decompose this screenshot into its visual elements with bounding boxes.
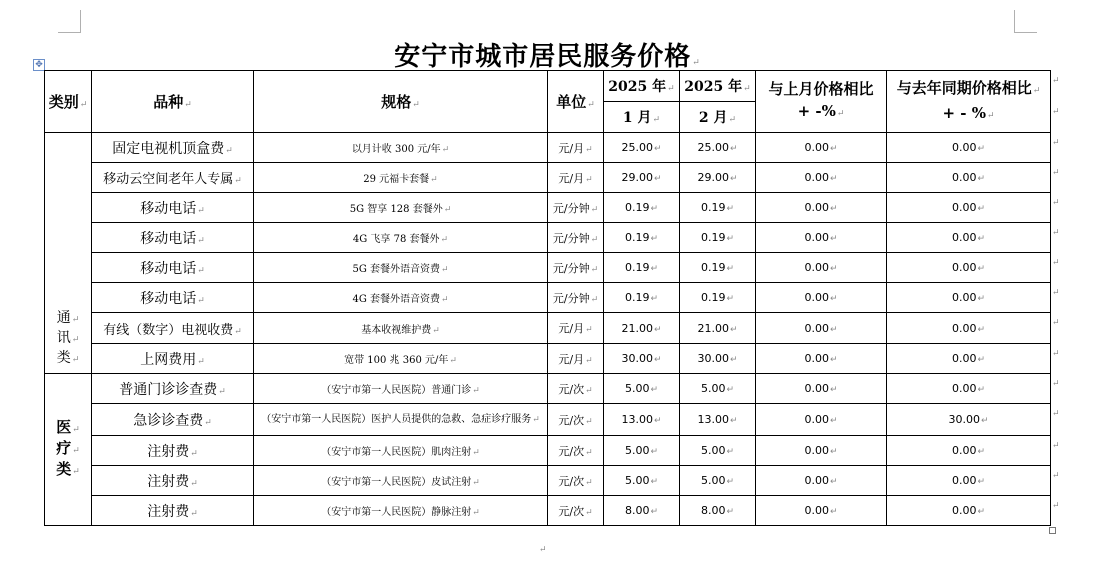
price-feb-cell: 0.19↵ [680,283,756,313]
unit-cell: 元/月↵ [548,344,604,374]
spec-cell: （安宁市第一人民医院）普通门诊↵ [254,374,548,404]
unit-cell: 元/次↵ [548,496,604,526]
yoy-change-cell: 0.00↵ [887,133,1051,163]
yoy-change-cell: 0.00↵ [887,283,1051,313]
page-corner-mark-left [58,10,81,33]
item-cell: 移动云空间老年人专属↵ [92,163,254,193]
price-feb-cell: 0.19↵ [680,223,756,253]
price-jan-cell: 0.19↵ [604,253,680,283]
spec-cell: （安宁市第一人民医院）医护人员提供的急救、急症诊疗服务↵ [254,404,548,436]
unit-cell: 元/月↵ [548,163,604,193]
unit-cell: 元/月↵ [548,133,604,163]
price-feb-cell: 21.00↵ [680,313,756,344]
price-jan-cell: 5.00↵ [604,374,680,404]
header-yoy: 与去年同期价格相比↵ + - %↵ [887,71,1051,133]
row-end-mark-icon: ↵ [1052,258,1060,268]
header-month1-year: 2025 年↵ [604,71,680,102]
mom-change-cell: 0.00↵ [756,313,887,344]
yoy-change-cell: 30.00↵ [887,404,1051,436]
unit-cell: 元/次↵ [548,404,604,436]
category-char: 疗↵ [56,439,80,457]
mom-change-cell: 0.00↵ [756,223,887,253]
item-cell: 注射费↵ [92,466,254,496]
item-cell: 移动电话↵ [92,253,254,283]
mom-change-cell: 0.00↵ [756,344,887,374]
spec-cell: 4G 套餐外语音资费↵ [254,283,548,313]
row-end-mark-icon: ↵ [1052,441,1060,451]
price-jan-cell: 5.00↵ [604,436,680,466]
spec-cell: 5G 套餐外语音资费↵ [254,253,548,283]
category-char: 类↵ [56,350,80,366]
yoy-change-cell: 0.00↵ [887,466,1051,496]
document-title [0,36,1095,73]
mom-change-cell: 0.00↵ [756,133,887,163]
price-jan-cell: 30.00↵ [604,344,680,374]
header-month1: 1 月↵ [604,102,680,133]
yoy-change-cell: 0.00↵ [887,193,1051,223]
table-move-handle-icon[interactable]: ✥ [33,59,45,71]
yoy-change-cell: 0.00↵ [887,374,1051,404]
unit-cell: 元/分钟↵ [548,253,604,283]
category-cell [45,374,92,526]
row-end-mark-icon: ↵ [1052,228,1060,238]
paragraph-mark-icon: ↵ [539,545,547,555]
yoy-change-cell: 0.00↵ [887,163,1051,193]
item-cell: 有线（数字）电视收费↵ [92,313,254,344]
price-feb-cell: 5.00↵ [680,374,756,404]
row-end-mark-icon: ↵ [1052,138,1060,148]
price-jan-cell: 0.19↵ [604,223,680,253]
table-resize-handle[interactable] [1049,527,1056,534]
row-end-mark-icon: ↵ [1052,501,1060,511]
category-char: 讯↵ [56,330,80,346]
table-row [45,313,1051,344]
price-jan-cell: 13.00↵ [604,404,680,436]
unit-cell: 元/分钟↵ [548,283,604,313]
price-jan-cell: 8.00↵ [604,496,680,526]
header-month2: 2 月↵ [680,102,756,133]
price-feb-cell: 13.00↵ [680,404,756,436]
row-end-mark-icon: ↵ [1052,198,1060,208]
table-row [45,133,1051,163]
spec-cell: （安宁市第一人民医院）肌肉注射↵ [254,436,548,466]
row-end-mark-icon: ↵ [1052,349,1060,359]
header-category: 类别↵ [45,71,92,133]
page-corner-mark-right [1014,10,1037,33]
spec-cell: 以月计收 300 元/年↵ [254,133,548,163]
yoy-change-cell: 0.00↵ [887,496,1051,526]
mom-change-cell: 0.00↵ [756,436,887,466]
item-cell: 移动电话↵ [92,223,254,253]
table-row [45,193,1051,223]
category-char: 通↵ [56,310,80,326]
price-jan-cell: 25.00↵ [604,133,680,163]
unit-cell: 元/分钟↵ [548,193,604,223]
price-feb-cell: 0.19↵ [680,253,756,283]
table-row [45,404,1051,436]
yoy-change-cell: 0.00↵ [887,344,1051,374]
item-cell: 移动电话↵ [92,193,254,223]
price-table [44,70,1051,526]
title-text: 安宁市城市居民服务价格 [394,42,692,72]
category-char: 医↵ [56,418,80,436]
unit-cell: 元/次↵ [548,466,604,496]
unit-cell: 元/次↵ [548,374,604,404]
price-feb-cell: 8.00↵ [680,496,756,526]
item-cell: 注射费↵ [92,436,254,466]
header-month2-year: 2025 年↵ [680,71,756,102]
table-row [45,374,1051,404]
price-feb-cell: 30.00↵ [680,344,756,374]
table-row [45,496,1051,526]
mom-change-cell: 0.00↵ [756,283,887,313]
price-feb-cell: 5.00↵ [680,436,756,466]
category-cell [45,133,92,374]
price-feb-cell: 5.00↵ [680,466,756,496]
table-row [45,466,1051,496]
yoy-change-cell: 0.00↵ [887,223,1051,253]
unit-cell: 元/次↵ [548,436,604,466]
row-end-mark-icon: ↵ [1052,318,1060,328]
mom-change-cell: 0.00↵ [756,253,887,283]
price-feb-cell: 0.19↵ [680,193,756,223]
mom-change-cell: 0.00↵ [756,404,887,436]
unit-cell: 元/月↵ [548,313,604,344]
price-jan-cell: 0.19↵ [604,283,680,313]
spec-cell: （安宁市第一人民医院）皮试注射↵ [254,466,548,496]
price-feb-cell: 25.00↵ [680,133,756,163]
table-row [45,344,1051,374]
item-cell: 普通门诊诊查费↵ [92,374,254,404]
unit-cell: 元/分钟↵ [548,223,604,253]
spec-cell: 29 元福卡套餐↵ [254,163,548,193]
table-row [45,223,1051,253]
yoy-change-cell: 0.00↵ [887,253,1051,283]
price-jan-cell: 29.00↵ [604,163,680,193]
table-body [45,133,1051,526]
category-char: 类↵ [56,460,80,478]
header-spec: 规格↵ [254,71,548,133]
row-end-mark-icon: ↵ [1052,168,1060,178]
spec-cell: 宽带 100 兆 360 元/年↵ [254,344,548,374]
header-item: 品种↵ [92,71,254,133]
row-end-mark-icon: ↵ [1052,76,1060,86]
row-end-mark-icon: ↵ [1052,409,1060,419]
mom-change-cell: 0.00↵ [756,163,887,193]
row-end-mark-icon: ↵ [1052,288,1060,298]
yoy-change-cell: 0.00↵ [887,436,1051,466]
spec-cell: 4G 飞享 78 套餐外↵ [254,223,548,253]
price-jan-cell: 5.00↵ [604,466,680,496]
spec-cell: 5G 智享 128 套餐外↵ [254,193,548,223]
row-end-mark-icon: ↵ [1052,107,1060,117]
yoy-change-cell: 0.00↵ [887,313,1051,344]
header-mom: 与上月价格相比 + -%↵ [756,71,887,133]
item-cell: 固定电视机顶盒费↵ [92,133,254,163]
spec-cell: （安宁市第一人民医院）静脉注射↵ [254,496,548,526]
price-jan-cell: 0.19↵ [604,193,680,223]
table-row [45,253,1051,283]
row-end-mark-icon: ↵ [1052,379,1060,389]
mom-change-cell: 0.00↵ [756,193,887,223]
item-cell: 移动电话↵ [92,283,254,313]
table-row [45,436,1051,466]
mom-change-cell: 0.00↵ [756,374,887,404]
item-cell: 上网费用↵ [92,344,254,374]
spec-cell: 基本收视维护费↵ [254,313,548,344]
paragraph-mark-icon: ↵ [692,58,701,68]
mom-change-cell: 0.00↵ [756,466,887,496]
header-unit: 单位↵ [548,71,604,133]
price-feb-cell: 29.00↵ [680,163,756,193]
item-cell: 急诊诊查费↵ [92,404,254,436]
table-row [45,283,1051,313]
price-jan-cell: 21.00↵ [604,313,680,344]
item-cell: 注射费↵ [92,496,254,526]
row-end-mark-icon: ↵ [1052,471,1060,481]
mom-change-cell: 0.00↵ [756,496,887,526]
table-row [45,163,1051,193]
